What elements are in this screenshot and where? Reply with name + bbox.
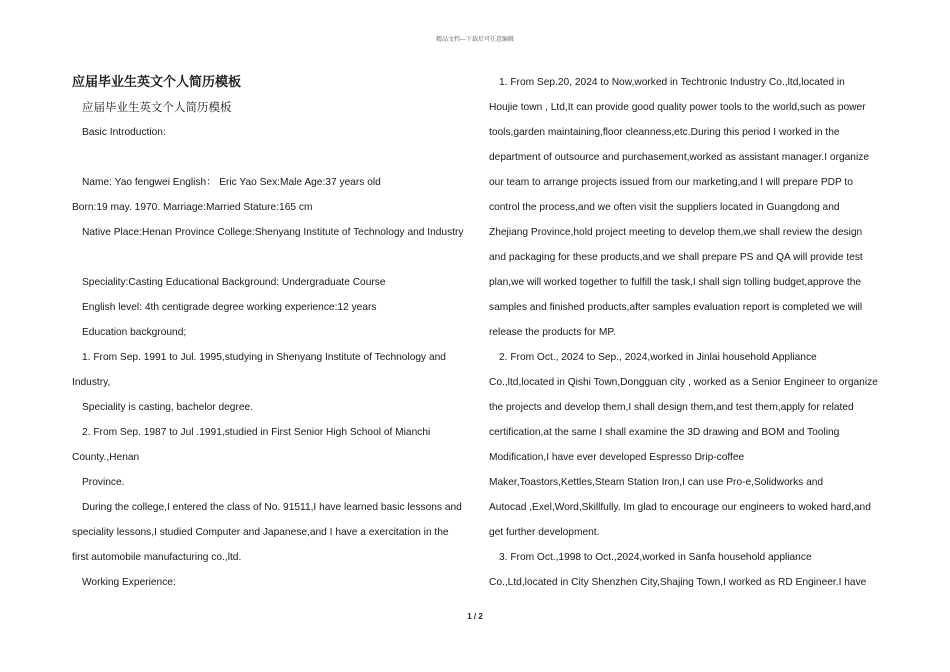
- experience-line: 2. From Oct., 2024 to Sep., 2024,worked in Jinlai household Appliance: [499, 352, 817, 363]
- experience-line: Co.,ltd,located in Qishi Town,Dongguan city , worked as a Senior Engineer to organize: [489, 377, 878, 388]
- experience-line: Houjie town , Ltd,It can provide good quality power tools to the world,such as power: [489, 102, 866, 113]
- experience-line: control the process,and we often visit the suppliers located in Guangdong and: [489, 202, 840, 213]
- experience-line: Zhejiang Province,hold project meeting to develop them,we shall review the design: [489, 227, 863, 238]
- college-paragraph-line-1: During the college,I entered the class of No. 91511,I have learned basic lessons and: [82, 502, 462, 513]
- experience-line: the projects and develop them,I shall design them,and test them,apply for related: [489, 402, 854, 413]
- education-item-2: 2. From Sep. 1987 to Jul .1991,studied in First Senior High School of Mianchi: [82, 427, 431, 438]
- native-place-line: Native Place:Henan Province College:Shenyang Institute of Technology and Industry: [82, 227, 464, 238]
- page-number: 1 / 2: [467, 612, 483, 621]
- education-item-1-speciality: Speciality is casting, bachelor degree.: [82, 402, 254, 413]
- education-heading: Education background;: [82, 327, 187, 338]
- document-subtitle: 应届毕业生英文个人简历模板: [82, 100, 232, 114]
- education-item-1-cont: Industry,: [72, 377, 111, 388]
- experience-line: Autocad ,Exel,Word,Skillfully. Im glad to encourage our engineers to woked hard,and: [489, 502, 871, 513]
- experience-line: samples and finished products,after samples evaluation report is completed we will: [489, 302, 863, 313]
- speciality-line: Speciality:Casting Educational Background: Undergraduate Course: [82, 277, 386, 288]
- education-item-2-cont: County.,Henan: [72, 452, 140, 463]
- experience-line: Maker,Toastors,Kettles,Steam Station Iron,I can use Pro-e,Solidworks and: [489, 477, 824, 488]
- born-line: Born:19 may. 1970. Marriage:Married Stature:165 cm: [72, 202, 313, 213]
- experience-line: Co.,Ltd,located in City Shenzhen City,Shajing Town,I worked as RD Engineer.I have: [489, 577, 867, 588]
- blank-line: [72, 245, 464, 270]
- basic-intro-heading: Basic Introduction:: [82, 127, 166, 138]
- education-item-2-province: Province.: [82, 477, 125, 488]
- experience-line: 3. From Oct.,1998 to Oct.,2024,worked in Sanfa household appliance: [499, 552, 812, 563]
- college-paragraph-line-2: speciality lessons,I studied Computer and Japanese,and I have a exercitation in the: [72, 527, 449, 538]
- english-level-line: English level: 4th centigrade degree working experience:12 years: [82, 302, 377, 313]
- working-experience-heading: Working Experience:: [82, 577, 176, 588]
- document-title: 应届毕业生英文个人简历模板: [72, 75, 242, 90]
- experience-line: certification,at the same I shall examine the 3D drawing and BOM and Tooling: [489, 427, 840, 438]
- left-column: [72, 70, 464, 595]
- experience-line: and packaging for these products,and we shall prepare PS and QA will provide test: [489, 252, 863, 263]
- experience-line: release the products for MP.: [489, 327, 616, 338]
- experience-line: tools,garden maintaining,floor cleanness,etc.During this period I worked in the: [489, 127, 840, 138]
- page-header: 精品文档---下载后可任意编辑: [435, 36, 515, 43]
- experience-line: plan,we will worked together to fulfill the task,I shall sign tolling budget,approve the: [489, 277, 862, 288]
- experience-line: get further development.: [489, 527, 600, 538]
- experience-line: department of outsource and purchasement,worked as assistant manager.I organize: [489, 152, 869, 163]
- experience-line: 1. From Sep.20, 2024 to Now,worked in Techtronic Industry Co.,ltd,located in: [499, 77, 845, 88]
- education-item-1: 1. From Sep. 1991 to Jul. 1995,studying in Shenyang Institute of Technology and: [82, 352, 446, 363]
- right-column: [489, 70, 881, 595]
- experience-line: our team to arrange projects issued from our marketing,and I will prepare PDP to: [489, 177, 853, 188]
- college-paragraph-line-3: first automobile manufacturing co.,ltd.: [72, 552, 242, 563]
- experience-line: Modification,I have ever developed Espresso Drip-coffee: [489, 452, 745, 463]
- blank-line: [72, 145, 464, 170]
- name-line: Name: Yao fengwei English： Eric Yao Sex:Male Age:37 years old: [82, 177, 381, 188]
